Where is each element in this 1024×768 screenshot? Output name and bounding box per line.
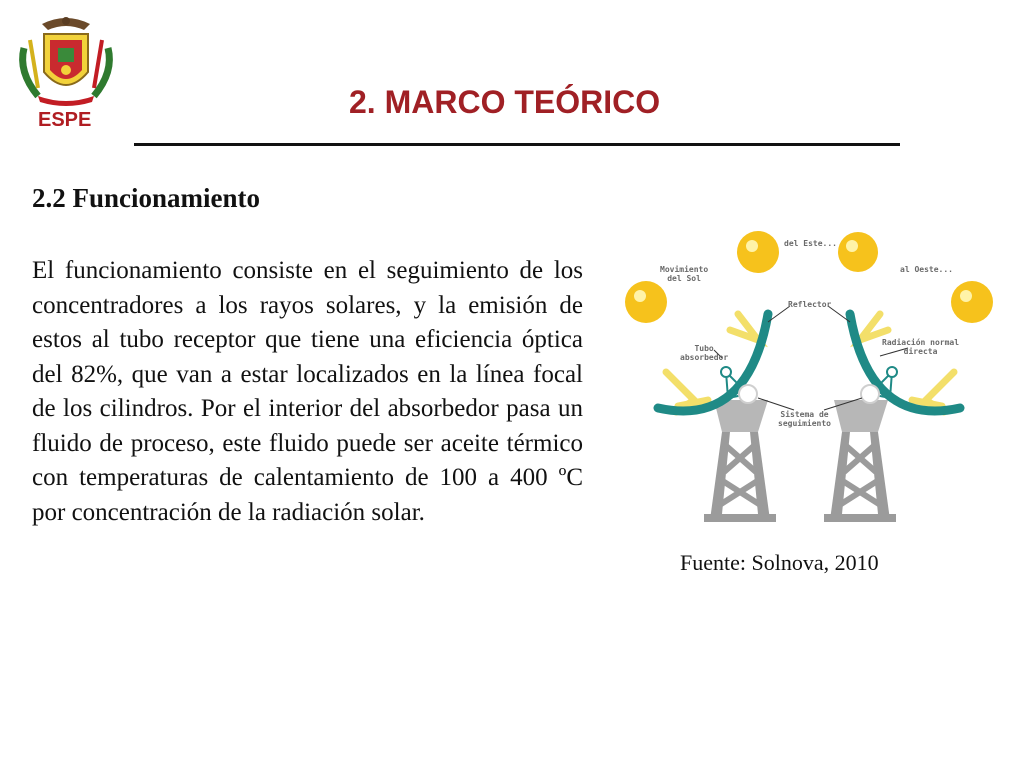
solar-tracking-figure xyxy=(618,222,1000,526)
sun-icon xyxy=(951,281,993,323)
label-al-oeste: al Oeste... xyxy=(900,265,953,274)
label-radiacion-normal: Radiación normal directa xyxy=(882,338,960,356)
tracking-tower-left xyxy=(704,400,776,522)
label-tubo-absorbedor: Tubo absorbedor xyxy=(680,344,729,362)
logo-label: ESPE xyxy=(38,109,92,131)
sun-icon xyxy=(625,281,667,323)
absorber-tube-left xyxy=(721,367,731,377)
sun-icon xyxy=(737,231,779,273)
label-sistema-seguimiento: Sistema de seguimiento xyxy=(778,410,831,428)
espe-logo xyxy=(8,10,124,106)
label-movimiento-sol: Movimiento del Sol xyxy=(660,265,709,283)
section-heading: 2.2 Funcionamiento xyxy=(32,183,261,213)
coat-of-arms-icon xyxy=(8,10,124,106)
body-paragraph: El funcionamiento consiste en el seguimiento de los concentradores a los rayos solares, y la emisión de estos al tubo receptor que tiene una eficiencia óptica del 82%, que van a estar localizados en la línea focal de los cilindros. Por el interior del absorbedor pasa un fluido de proceso, este fluido puede ser aceite térmico con temperaturas de calentamiento de 100 a 400 ºC por concentración de la radiación solar. xyxy=(32,257,583,526)
absorber-tube-right xyxy=(887,367,897,377)
title-divider xyxy=(134,143,900,146)
sun-icon xyxy=(838,232,878,272)
label-reflector: Reflector xyxy=(788,300,832,309)
figure-caption: Fuente: Solnova, 2010 xyxy=(680,550,879,575)
slide-title: 2. MARCO TEÓRICO xyxy=(349,84,661,120)
label-del-este: del Este... xyxy=(784,239,837,248)
tracking-tower-right xyxy=(824,400,896,522)
